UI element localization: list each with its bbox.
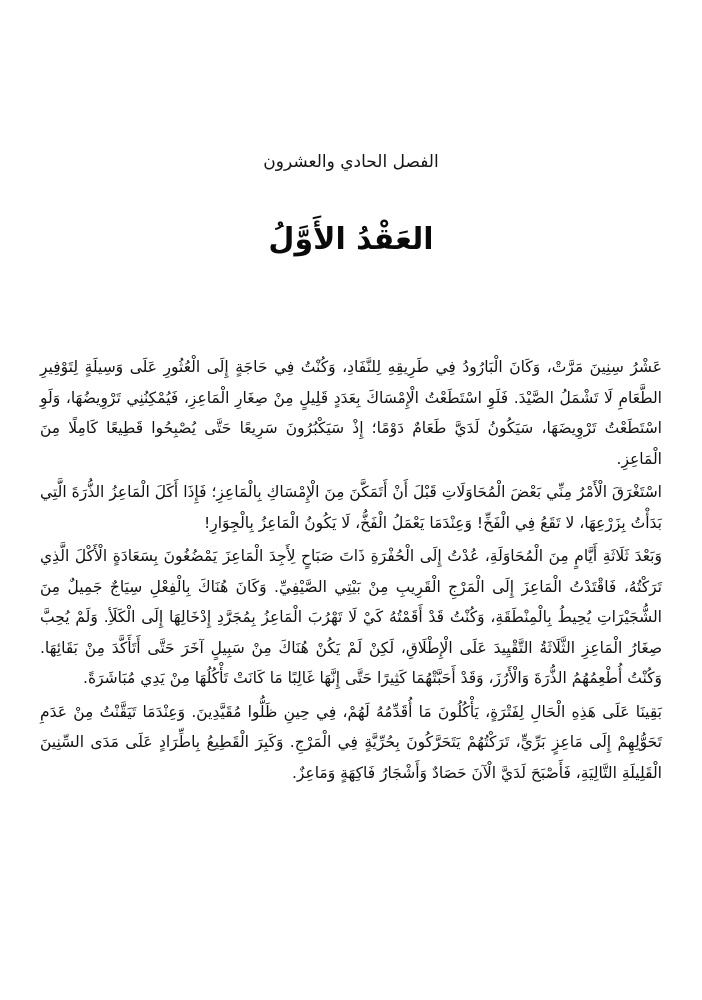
paragraph: وَبَعْدَ ثَلَاثَةِ أَيَّامٍ مِنَ الْمُحَاوَلَةِ، عُدْتُ إِلَى الْحُفْرَةِ ذَاتَ صَبَاحٍ لِأَجِدَ الْمَاعِزَ يَمْضُغُونَ بِسَعَادَةٍ الْأَكْلَ الَّذِي تَرَكْتُهُ، فَاقْتَدْتُ الْمَاعِزَ إِلَى الْمَرْجِ الْقَرِيبِ مِنْ بَيْتِي الصَّيْفِيِّ. وَكَانَ هُنَاكَ بِالْفِعْلِ سِيَاجٌ جَمِيلٌ مِنَ الشُّجَيْرَاتِ يُحِيطُ بِالْمِنْطَقَةِ، وَكُنْتُ قَدْ أَقَمْتُهُ كَيْ لَا تَهْرُبَ الْمَاعِزُ بِمُجَرَّدِ إِدْخَالِهَا إِلَى الْكَلَأِ. وَلَمْ يُحِبَّ صِغَارُ الْمَاعِزِ الثَّلَاثَةُ التَّقْيِيدَ عَلَى الْإِطْلَاقِ، لَكِنْ لَمْ يَكُنْ هُنَاكَ مِنْ سَبِيلٍ آخَرَ حَتَّى أَتَأَكَّدَ مِنْ بَقَائِهَا. وَكُنْتُ أُطْعِمُهُمُ الذُّرَةَ وَالْأَرُزَ، وَقَدْ أَحَبَّتْهُمَا كَثِيرًا حَتَّى إِنَّهَا غَالِبًا مَا كَانَتْ تَأْكُلُهَا مِنْ يَدِي مُبَاشَرَةً.: [40, 547, 662, 687]
paragraph: بَقِينَا عَلَى هَذِهِ الْحَالِ لِفَتْرَةٍ، يَأْكُلُونَ مَا أُقَدِّمُهُ لَهُمْ، فِي حِينِ ظَلُّوا مُقَيَّدِينَ. وَعِنْدَمَا تَيَقَّنْتُ مِنْ عَدَمِ تَحَوُّلِهِمْ إِلَى مَاعِزٍ بَرِّيٍّ، تَرَكْتُهُمْ يَتَحَرَّكُونَ بِحُرِّيَّةٍ فِي الْمَرْجِ. وَكَبِرَ الْقَطِيعُ بِاطِّرَادٍ عَلَى مَدَى السِّنِينَ الْقَلِيلَةِ التَّالِيَةِ، فَأَصْبَحَ لَدَيَّ الْآنَ حَصَادٌ وَأَشْجَارُ فَاكِهَةٍ وَمَاعِزٌ.: [40, 702, 662, 782]
paragraph: عَشْرُ سِنِينَ مَرَّتْ، وَكَانَ الْبَارُودُ فِي طَرِيقِهِ لِلنَّفَادِ، وَكُنْتُ فِي حَاجَةٍ إِلَى الْعُثُورِ عَلَى وَسِيلَةٍ لِتَوْفِيرِ الطَّعَامِ لَا تَشْمَلُ الصَّيْدَ. فَلَوِ اسْتَطَعْتُ الْإِمْسَاكَ بِعَدَدٍ قَلِيلٍ مِنْ صِغَارِ الْمَاعِزِ، فَيُمْكِنُنِي تَرْوِيضُهَا، وَلَوِ اسْتَطَعْتُ تَرْوِيضَهَا، سَيَكُونُ لَدَيَّ طَعَامٌ دَوْمًا؛ إِذْ سَيَكْبُرُونَ سَرِيعًا حَتَّى يُصْبِحُوا قَطِيعًا كَامِلًا مِنَ الْمَاعِزِ.: [40, 358, 662, 468]
paragraph: اسْتَغْرَقَ الْأَمْرُ مِنِّي بَعْضَ الْمُحَاوَلَاتِ قَبْلَ أَنْ أَتَمَكَّنَ مِنَ الْإِمْسَاكِ بِالْمَاعِزِ؛ فَإِذَا أَكَلَ الْمَاعِزُ الذُّرَةَ الَّتِي بَدَأْتُ بِزَرْعِهَا، لا تَقَعُ فِي الْفَخِّ! وَعِنْدَمَا يَعْمَلُ الْفَخُّ، لَا يَكُونُ الْمَاعِزُ بِالْجِوَارِ!: [40, 483, 662, 532]
chapter-body: [40, 352, 662, 791]
chapter-number-label: الفصل الحادي والعشرون: [263, 152, 439, 172]
chapter-title: العَقْدُ الأَوَّلُ: [268, 222, 434, 257]
